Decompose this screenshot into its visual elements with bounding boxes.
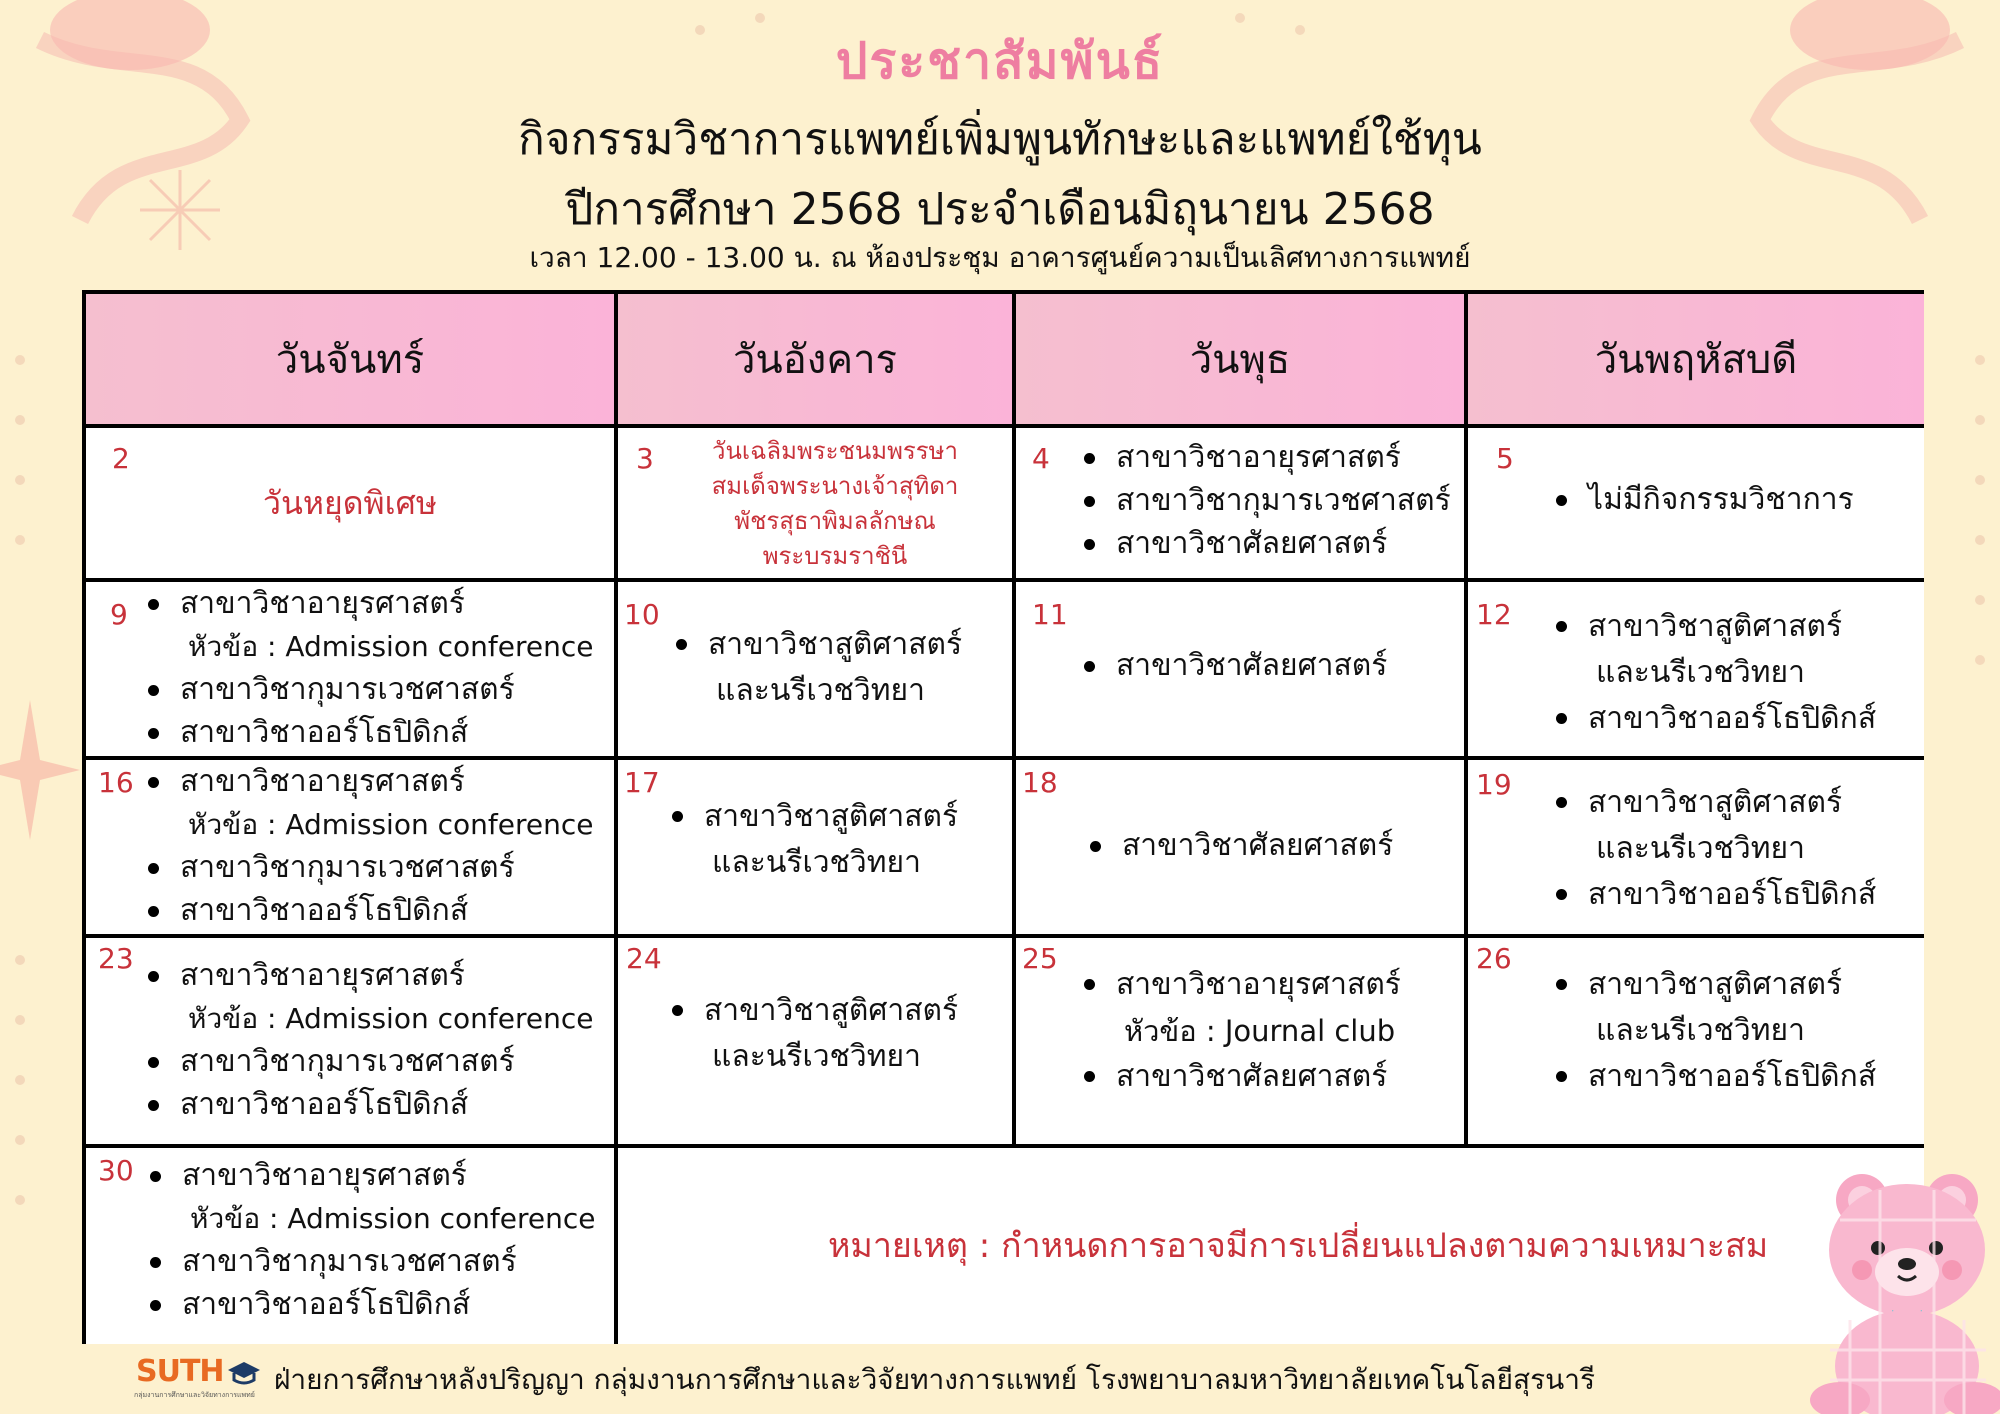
item-text: สาขาวิชาอายุรศาสตร์ [180,958,465,993]
day-number: 26 [1476,942,1512,975]
list-item: สาขาวิชาศัลยศาสตร์ [1082,824,1393,867]
list-item: สาขาวิชาออร์โธปิดิกส์ [1548,872,1876,918]
academic-year-title: ปีการศึกษา 2568 ประจำเดือนมิถุนายน 2568 [565,184,1435,235]
list-item [1076,962,1401,1054]
holiday-line: พระบรมราชินี [762,542,908,570]
day-number: 9 [110,598,128,631]
cell-mon-16 [86,760,618,938]
activity-list [1548,780,1876,918]
day-number: 18 [1022,766,1058,799]
holiday-text [658,434,1012,574]
header-monday: วันจันทร์ [86,294,618,428]
activity-list [140,760,593,932]
cell-thu-5 [1468,428,1924,582]
cell-tue-24 [618,938,1016,1148]
holiday-line: สมเด็จพระนางเจ้าสุทิดา [711,472,959,500]
activity-list [1076,962,1401,1100]
list-item: สาขาวิชาศัลยศาสตร์ [1076,1054,1401,1100]
list-item: ไม่มีกิจกรรมวิชาการ [1548,478,1854,521]
item-text: สาขาวิชาสูติศาสตร์ [1588,609,1843,644]
day-number: 24 [626,942,662,975]
list-item: สาขาวิชากุมารเวชศาสตร์ [140,846,593,889]
list-item: สาขาวิชาออร์โธปิดิกส์ [140,889,593,932]
pr-title: ประชาสัมพันธ์ [835,32,1165,90]
cell-tue-17 [618,760,1016,938]
activity-list [1548,604,1876,742]
item-text: สาขาวิชาสูติศาสตร์ [704,993,959,1028]
footer-text: ฝ่ายการศึกษาหลังปริญญา กลุ่มงานการศึกษาและวิจัยทางการแพทย์ โรงพยาบาลมหาวิทยาลัยเทคโนโลยีสุรนารี [274,1363,1596,1396]
day-number: 11 [1032,598,1068,631]
cell-wed-11 [1016,582,1468,760]
item-text-cont: และนรีเวชวิทยา [1596,655,1805,690]
list-item [1548,604,1876,696]
header-wednesday: วันพุธ [1016,294,1468,428]
activity-list [140,582,593,754]
item-text-cont: และนรีเวชวิทยา [712,845,921,880]
suth-logo: SUTH [136,1354,224,1389]
activity-list [1548,962,1876,1100]
list-item: สาขาวิชาศัลยศาสตร์ [1076,522,1451,565]
item-text: สาขาวิชาสูติศาสตร์ [1588,967,1843,1002]
activity-list [142,1154,595,1326]
header-tuesday: วันอังคาร [618,294,1016,428]
cell-mon-23 [86,938,618,1148]
day-number: 16 [98,766,134,799]
list-item [142,1154,595,1240]
list-item: สาขาวิชากุมารเวชศาสตร์ [140,668,593,711]
day-number: 12 [1476,598,1512,631]
cell-wed-4 [1016,428,1468,582]
item-text-cont: และนรีเวชวิทยา [1596,1013,1805,1048]
day-number: 30 [98,1154,134,1187]
list-item: สาขาวิชาออร์โธปิดิกส์ [140,711,593,754]
item-text: สาขาวิชาสูติศาสตร์ [708,627,963,662]
day-number: 4 [1032,442,1050,475]
cell-mon-30 [86,1148,618,1344]
item-text: สาขาวิชาอายุรศาสตร์ [1116,967,1401,1002]
day-number: 3 [636,442,654,475]
item-text: สาขาวิชาอายุรศาสตร์ [182,1158,467,1193]
topic-text: หัวข้อ : Journal club [1124,1014,1396,1048]
list-item: สาขาวิชาออร์โธปิดิกส์ [1548,696,1876,742]
cell-wed-18 [1016,760,1468,938]
list-item [140,760,593,846]
item-text-cont: และนรีเวชวิทยา [1596,831,1805,866]
cell-thu-26 [1468,938,1924,1148]
list-item [140,954,593,1040]
time-location: เวลา 12.00 - 13.00 น. ณ ห้องประชุม อาคารศูนย์ความเป็นเลิศทางการแพทย์ [529,241,1471,274]
list-item: สาขาวิชากุมารเวชศาสตร์ [1076,479,1451,522]
day-number: 25 [1022,942,1058,975]
item-text: สาขาวิชาอายุรศาสตร์ [180,764,465,799]
footer [130,1354,1950,1404]
note-cell [618,1148,1924,1344]
list-item: สาขาวิชาออร์โธปิดิกส์ [142,1283,595,1326]
topic-text: หัวข้อ : Admission conference [190,1202,596,1235]
activity-list [1548,478,1854,521]
activity-list [1076,644,1387,687]
day-number: 19 [1476,768,1512,801]
holiday-line: พัชรสุธาพิมลลักษณ [734,507,936,535]
topic-text: หัวข้อ : Admission conference [188,630,594,663]
logo-subtext: กลุ่มงานการศึกษาและวิจัยทางการแพทย์ [134,1391,255,1399]
cell-mon-2 [86,428,618,582]
list-item: สาขาวิชาออร์โธปิดิกส์ [1548,1054,1876,1100]
list-item: สาขาวิชาอายุรศาสตร์ [1076,436,1451,479]
header-thursday: วันพฤหัสบดี [1468,294,1924,428]
list-item [664,794,958,886]
day-number: 2 [112,442,130,475]
cell-thu-19 [1468,760,1924,938]
list-item: สาขาวิชากุมารเวชศาสตร์ [140,1040,593,1083]
cell-mon-9 [86,582,618,760]
list-item [1548,962,1876,1054]
activity-list [664,988,958,1080]
activity-list [664,794,958,886]
sparkle-left [0,700,80,840]
list-item [668,622,962,714]
holiday-label: วันหยุดพิเศษ [263,484,437,522]
list-item [1548,780,1876,872]
list-item: สาขาวิชาศัลยศาสตร์ [1076,644,1387,687]
item-text-cont: และนรีเวชวิทยา [712,1039,921,1074]
cell-thu-12 [1468,582,1924,760]
list-item: สาขาวิชาออร์โธปิดิกส์ [140,1083,593,1126]
cell-tue-3 [618,428,1016,582]
schedule-table [82,290,1924,1344]
cell-tue-10 [618,582,1016,760]
note-text: หมายเหตุ : กำหนดการอาจมีการเปลี่ยนแปลงตามความเหมาะสม [828,1226,1769,1266]
day-number: 5 [1496,442,1514,475]
activity-list [668,622,962,714]
holiday-line: วันเฉลิมพระชนมพรรษา [712,437,958,465]
list-item [140,582,593,668]
activity-list [140,954,593,1126]
list-item [664,988,958,1080]
activity-title: กิจกรรมวิชาการแพทย์เพิ่มพูนทักษะและแพทย์ใช้ทุน [518,114,1482,165]
item-text: สาขาวิชาอายุรศาสตร์ [180,586,465,621]
day-number: 10 [624,598,660,631]
activity-list [1082,824,1393,867]
day-number: 17 [624,766,660,799]
item-text-cont: และนรีเวชวิทยา [716,673,925,708]
topic-text: หัวข้อ : Admission conference [188,1002,594,1035]
topic-text: หัวข้อ : Admission conference [188,808,594,841]
cell-wed-25 [1016,938,1468,1148]
item-text: สาขาวิชาสูติศาสตร์ [1588,785,1843,820]
day-number: 23 [98,942,134,975]
graduation-cap-icon [226,1360,262,1386]
list-item: สาขาวิชากุมารเวชศาสตร์ [142,1240,595,1283]
activity-list [1076,436,1451,565]
item-text: สาขาวิชาสูติศาสตร์ [704,799,959,834]
